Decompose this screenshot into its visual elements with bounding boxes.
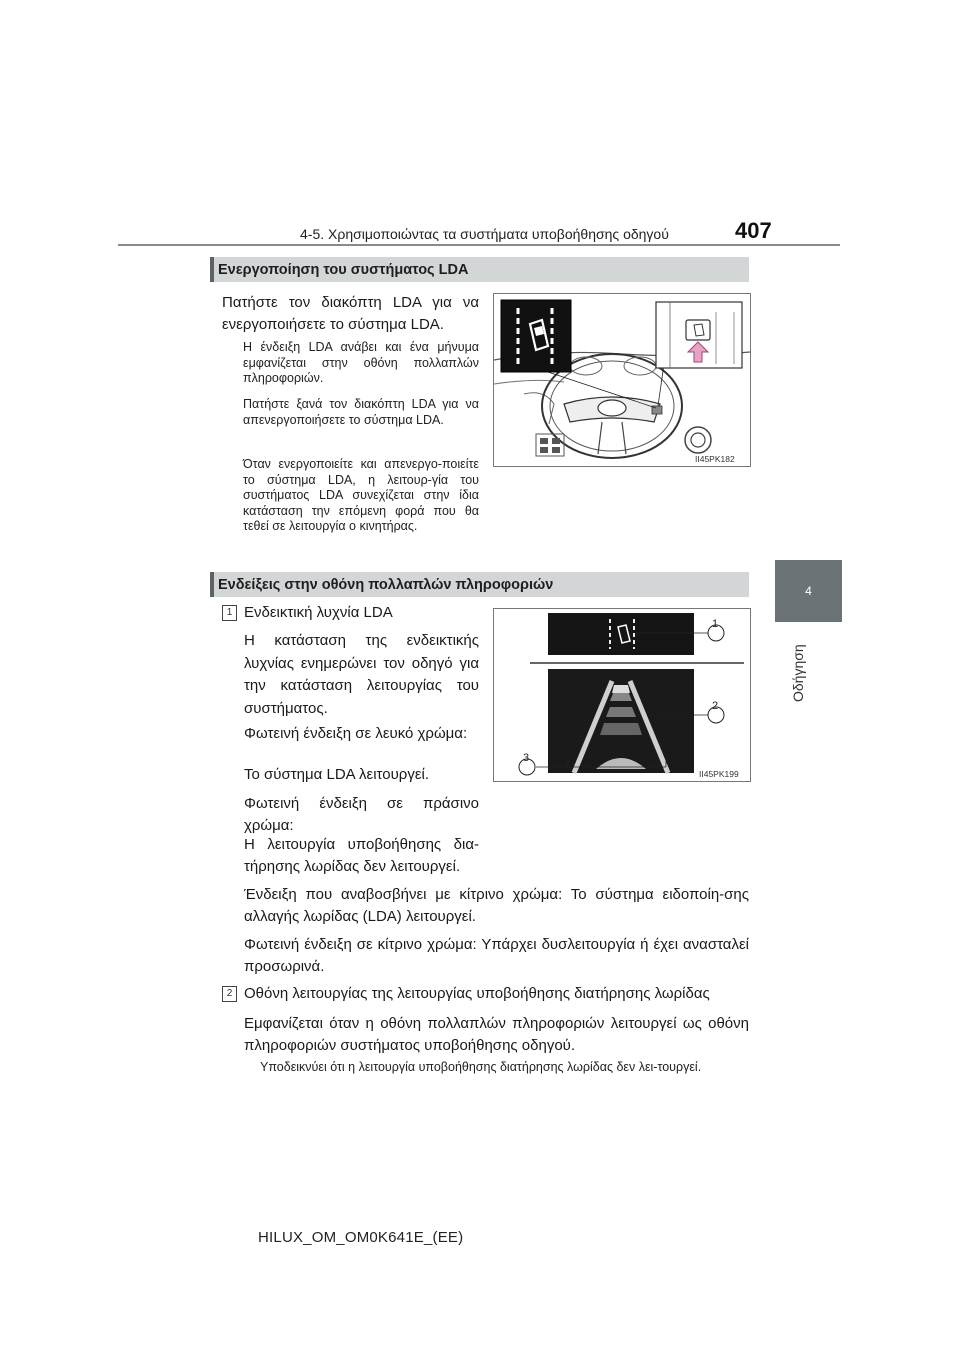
running-header: 4-5. Χρησιμοποιώντας τα συστήματα υποβοήθησης οδηγού — [300, 226, 669, 242]
callout-2: 2 — [712, 700, 719, 712]
figure2-code: II45PK199 — [699, 769, 739, 779]
item2-note: Υποδεικνύει ότι η λειτουργία υποβοήθησης διατήρησης λωρίδας δεν λει-τουργεί. — [260, 1060, 702, 1074]
lda-switch-figure — [493, 293, 751, 467]
item1-white-desc: Το σύστημα LDA λειτουργεί. — [244, 766, 430, 783]
header-rule — [118, 244, 840, 246]
item1-yellow-blink: Ένδειξη που αναβοσβήνει με κίτρινο χρώμα: Το σύστημα ειδοποίη-σης αλλαγής λωρίδας (LDA) λειτουργεί. — [244, 886, 749, 925]
mid-display-figure — [493, 608, 751, 782]
item1-yellow-steady: Φωτεινή ένδειξη σε κίτρινο χρώμα: Υπάρχει δυσλειτουργία ή έχει ανασταλεί προσωρινά. — [244, 936, 749, 975]
mid-illustration — [494, 609, 750, 781]
callout-3: 3 — [523, 752, 530, 764]
section1-note-1: Η ένδειξη LDA ανάβει και ένα μήνυμα εμφανίζεται στην οθόνη πολλαπλών πληροφοριών. — [243, 340, 479, 385]
item2-number: 2 — [222, 986, 237, 1002]
item1-green-label: Φωτεινή ένδειξη σε πράσινο χρώμα: — [244, 795, 479, 834]
section1-note-3: Όταν ενεργοποιείτε και απενεργο-ποιείτε το σύστημα LDA, η λειτουρ-γία του συστήματος LDA συνεχίζεται στην ίδια κατάσταση την επόμενη φορά που θα τεθεί σε λειτουργία ο κινητήρας. — [243, 457, 479, 533]
item1-number: 1 — [222, 605, 237, 621]
callout-1: 1 — [712, 618, 719, 630]
section1-note-2: Πατήστε ξανά τον διακόπτη LDA για να απενεργοποιήσετε το σύστημα LDA. — [243, 397, 479, 427]
item1-desc: Η κατάσταση της ενδεικτικής λυχνίας ενημερώνει τον οδηγό για την κατάσταση λειτουργίας του συστήματος. — [244, 632, 479, 717]
page-number: 407 — [735, 218, 772, 243]
item1-title: Ενδεικτική λυχνία LDA — [244, 604, 393, 621]
item2-title: Οθόνη λειτουργίας της λειτουργίας υποβοήθησης διατήρησης λωρίδας — [244, 985, 710, 1002]
chapter-tab: 4 — [775, 560, 842, 622]
section-title-lda-activation: Ενεργοποίηση του συστήματος LDA — [210, 257, 749, 282]
chapter-label: Οδήγηση — [790, 644, 806, 702]
footer-code: HILUX_OM_OM0K641E_(EE) — [258, 1229, 464, 1246]
dashboard-illustration — [494, 294, 750, 466]
figure1-code: II45PK182 — [695, 454, 735, 464]
section1-intro: Πατήστε τον διακόπτη LDA για να ενεργοποιήσετε το σύστημα LDA. — [222, 294, 479, 333]
item1-green-desc: Η λειτουργία υποβοήθησης δια-τήρησης λωρίδας δεν λειτουργεί. — [244, 836, 479, 875]
item2-desc: Εμφανίζεται όταν η οθόνη πολλαπλών πληροφοριών λειτουργεί ως οθόνη πληροφοριών συστήματος υποβοήθησης οδηγού. — [244, 1015, 749, 1054]
section-title-mid-indicators: Ενδείξεις στην οθόνη πολλαπλών πληροφοριών — [210, 572, 749, 597]
item1-white-label: Φωτεινή ένδειξη σε λευκό χρώμα: — [244, 725, 468, 742]
